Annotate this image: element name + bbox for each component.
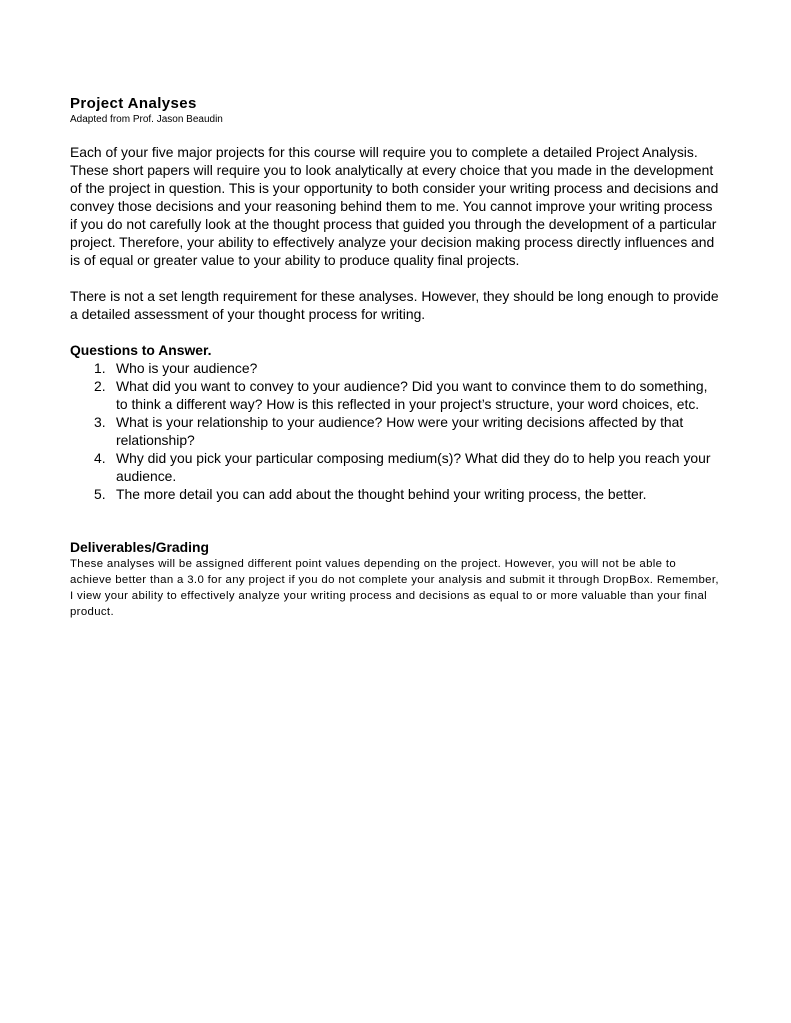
intro-paragraph: Each of your five major projects for this course will require you to complete a detailed Project Analysis. These short papers will require you to look analytically at every choice that you made in the development of the project in question. This is your opportunity to both consider your writing process and decisions and convey those decisions and your reasoning behind them to me. You cannot improve your writing process if you do not carefully look at the thought process that guided you through the development of a particular project. Therefore, your ability to effectively analyze your decision making process directly influences and is of equal or greater value to your ability to produce quality final projects. (70, 144, 719, 268)
length-paragraph: There is not a set length requirement for these analyses. However, they should be long enough to provide a detailed assessment of your thought process for writing. (70, 288, 719, 322)
list-item-number: 5. (94, 486, 106, 502)
deliverables-heading: Deliverables/Grading (70, 539, 209, 555)
list-item (70, 449, 720, 485)
list-item-text: Why did you pick your particular composing medium(s)? What did they do to help you reach your audience. (116, 450, 711, 484)
list-item-number: 4. (94, 450, 106, 466)
list-item (70, 485, 720, 503)
list-item (70, 377, 720, 413)
list-item-text: The more detail you can add about the thought behind your writing process, the better. (116, 486, 647, 502)
list-item (70, 413, 720, 449)
list-item (70, 359, 720, 377)
deliverables-paragraph: These analyses will be assigned different point values depending on the project. However, you will not be able to achieve better than a 3.0 for any project if you do not complete your analysis and submit it through DropBox. Remember, I view your ability to effectively analyze your writing process and decisions as equal to or more valuable than your final product. (70, 558, 719, 618)
page-subtitle: Adapted from Prof. Jason Beaudin (70, 114, 223, 125)
document-page (70, 94, 720, 620)
page-title: Project Analyses (70, 95, 197, 112)
list-item-number: 2. (94, 378, 106, 394)
questions-list (70, 359, 720, 503)
list-item-text: What did you want to convey to your audience? Did you want to convince them to do something, to think a different way? How is this reflected in your project’s structure, your word choices, etc. (116, 378, 708, 412)
list-item-number: 3. (94, 414, 106, 430)
list-item-number: 1. (94, 360, 106, 376)
questions-heading: Questions to Answer. (70, 342, 212, 358)
list-item-text: What is your relationship to your audience? How were your writing decisions affected by that relationship? (116, 414, 684, 448)
list-item-text: Who is your audience? (116, 360, 258, 376)
